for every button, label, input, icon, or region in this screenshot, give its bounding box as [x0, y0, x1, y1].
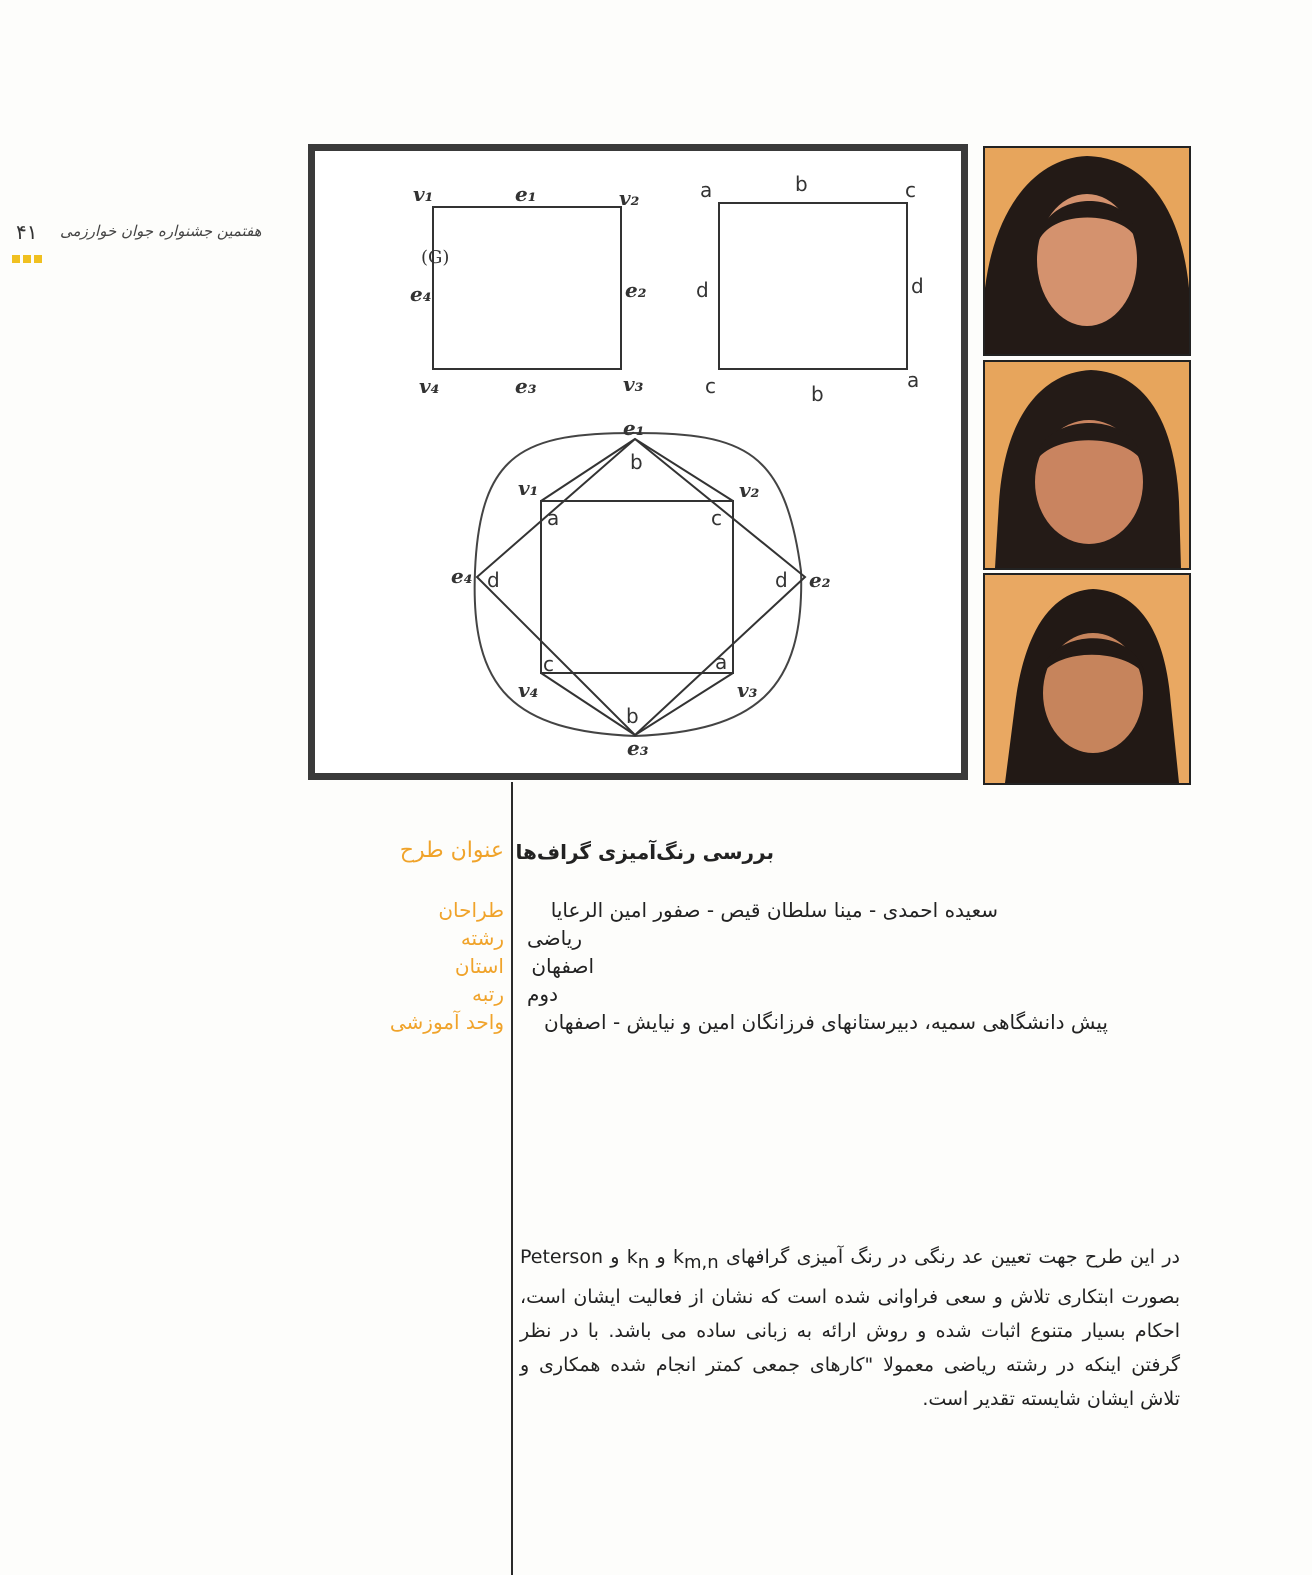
g1-v3: v₃ [623, 372, 644, 396]
g1-e3: e₃ [515, 374, 537, 398]
inner-square [541, 501, 733, 673]
portrait-photo-3 [983, 573, 1191, 785]
g3-d-left: d [487, 568, 500, 592]
vertical-divider [511, 782, 513, 1575]
province-value: اصفهان [531, 954, 594, 978]
edge-top-right [635, 439, 733, 501]
g1-v2: v₂ [619, 186, 640, 210]
unit-label: واحد آموزشی [389, 1010, 504, 1034]
g3-v3: v₃ [737, 678, 758, 702]
g1-graph-label: (G) [421, 247, 450, 268]
g3-v4: v₄ [518, 678, 539, 702]
designers-value: سعیده احمدی - مینا سلطان قیص - صفور امین الرعایا [550, 898, 998, 922]
g1-v4: v₄ [419, 374, 440, 398]
page-number: ۴۱ [16, 220, 38, 244]
field-label: رشته [460, 926, 504, 950]
graph-diagram [315, 151, 961, 773]
g3-v2: v₂ [739, 478, 760, 502]
g2-c-top: c [905, 178, 916, 202]
province-label: استان [454, 954, 504, 978]
portrait-photo-2 [983, 360, 1191, 570]
description-part2: و Peterson بصورت ابتکاری تلاش و سعی فراوانی شده است که نشان از فعالیت ایشان است، احکام بسیار متنوع اثبات شده و روش ارائه به زبانی ساده می باشد. با در نظر گرفتن اینکه در رشته ریاضی معمولا "کارهای جمعی کمتر انجام شده همکاری و تلاش ایشان شایسته تقدیر است. [520, 1246, 1180, 1410]
diagram-frame [308, 144, 968, 780]
g1-e2: e₂ [625, 278, 647, 302]
k-n-symbol: $k_n$ [626, 1246, 650, 1273]
edge-bottom-right [635, 673, 733, 735]
g2-d-left: d [696, 278, 709, 302]
colored-square [719, 203, 907, 369]
brand-logo: هفتمین جشنواره جوان خوارزمی [60, 222, 262, 240]
unit-value: پیش دانشگاهی سمیه، دبیرستانهای فرزانگان امین و نیایش - اصفهان [543, 1010, 1108, 1034]
g2-a-bottom: a [907, 368, 920, 392]
rank-value: دوم [527, 982, 558, 1006]
g3-a-in: a [547, 506, 560, 530]
title-value: بررسی رنگ‌آمیزی گراف‌ها [515, 840, 774, 864]
k-mn-symbol: $k_{m,n}$ [672, 1246, 719, 1273]
g1-e1: e₁ [515, 182, 537, 206]
g3-b-top: b [630, 450, 643, 474]
description-and: و [656, 1246, 666, 1268]
g3-e3: e₃ [627, 736, 649, 760]
edge-bottom-left [541, 673, 635, 735]
edge-top-left [541, 439, 635, 501]
description-part1: در این طرح جهت تعیین عد رنگی در رنگ آمیزی گرافهای [725, 1246, 1180, 1268]
g1-e4: e₄ [410, 282, 432, 306]
portrait-photo-1 [983, 146, 1191, 356]
g2-d-right: d [911, 274, 924, 298]
description-paragraph [520, 1240, 1180, 1416]
g3-e1: e₁ [623, 416, 645, 440]
g3-b-bottom: b [626, 704, 639, 728]
field-value: ریاضی [527, 926, 582, 950]
g2-c-bottom: c [705, 374, 716, 398]
decorative-dots [12, 248, 45, 267]
g3-c-in: c [711, 506, 722, 530]
designers-label: طراحان [438, 898, 504, 922]
g2-a-top: a [700, 178, 713, 202]
graph-g-square [433, 207, 621, 369]
g3-e2: e₂ [809, 568, 831, 592]
g1-v1: v₁ [413, 182, 434, 206]
g2-b-bottom: b [811, 382, 824, 406]
g2-b-top: b [795, 172, 808, 196]
g3-e4: e₄ [451, 564, 473, 588]
g3-v1: v₁ [518, 476, 539, 500]
title-label: عنوان طرح [399, 838, 504, 863]
g3-c-in-bottom: c [543, 652, 554, 676]
rank-label: رتبه [472, 982, 504, 1006]
g3-d-right: d [775, 568, 788, 592]
g3-a-in-bottom: a [715, 650, 728, 674]
